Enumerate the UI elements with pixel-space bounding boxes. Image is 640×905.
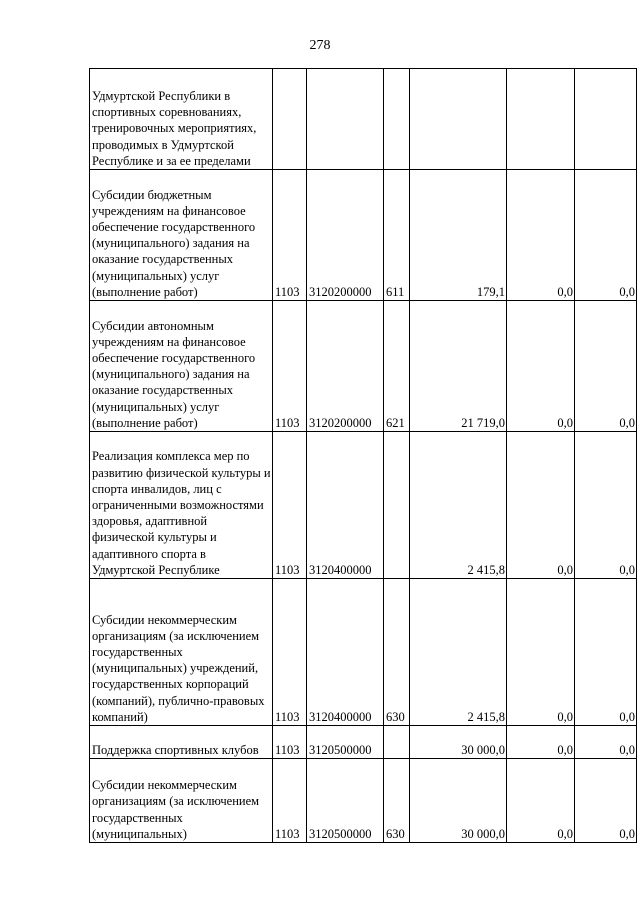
amount-year-1: 2 415,8	[410, 432, 507, 579]
target-article-code: 3120200000	[307, 170, 384, 301]
amount-year-1: 30 000,0	[410, 726, 507, 759]
table-row	[90, 432, 637, 579]
amount-year-2: 0,0	[507, 579, 575, 726]
amount-year-1: 179,1	[410, 170, 507, 301]
amount-year-2: 0,0	[507, 170, 575, 301]
section-code: 1103	[273, 301, 307, 432]
amount-year-3: 0,0	[575, 759, 637, 843]
section-code: 1103	[273, 759, 307, 843]
table-row	[90, 301, 637, 432]
amount-year-2: 0,0	[507, 759, 575, 843]
section-code: 1103	[273, 432, 307, 579]
section-code	[273, 69, 307, 170]
table-row	[90, 69, 637, 170]
expense-type-code: 630	[384, 759, 410, 843]
budget-table	[89, 68, 637, 843]
amount-year-1: 30 000,0	[410, 759, 507, 843]
target-article-code: 3120500000	[307, 726, 384, 759]
expense-type-code	[384, 726, 410, 759]
amount-year-1	[410, 69, 507, 170]
expense-type-code	[384, 69, 410, 170]
expense-type-code: 611	[384, 170, 410, 301]
amount-year-2: 0,0	[507, 726, 575, 759]
section-code: 1103	[273, 579, 307, 726]
expense-type-code	[384, 432, 410, 579]
amount-year-3: 0,0	[575, 301, 637, 432]
target-article-code: 3120200000	[307, 301, 384, 432]
target-article-code: 3120400000	[307, 579, 384, 726]
amount-year-3: 0,0	[575, 726, 637, 759]
row-name: Реализация комплекса мер по развитию физической культуры и спорта инвалидов, лиц с ограниченными возможностями здоровья, адаптивной физической культуры и адаптивного спорта в Удмуртской Республике	[90, 432, 273, 579]
section-code: 1103	[273, 170, 307, 301]
row-name: Поддержка спортивных клубов	[90, 726, 273, 759]
table-row	[90, 726, 637, 759]
row-name: Субсидии некоммерческим организациям (за исключением государственных (муниципальных)	[90, 759, 273, 843]
target-article-code: 3120500000	[307, 759, 384, 843]
target-article-code: 3120400000	[307, 432, 384, 579]
amount-year-2	[507, 69, 575, 170]
amount-year-3: 0,0	[575, 170, 637, 301]
amount-year-3: 0,0	[575, 579, 637, 726]
page-number: 278	[309, 38, 331, 53]
row-name: Субсидии некоммерческим организациям (за исключением государственных (муниципальных) учреждений, государственных корпораций (компаний), публично-правовых компаний)	[90, 579, 273, 726]
row-name: Субсидии бюджетным учреждениям на финансовое обеспечение государственного (муниципального) задания на оказание государственных (муниципальных) услуг (выполнение работ)	[90, 170, 273, 301]
amount-year-2: 0,0	[507, 432, 575, 579]
table-row	[90, 170, 637, 301]
table-row	[90, 579, 637, 726]
row-name: Субсидии автономным учреждениям на финансовое обеспечение государственного (муниципального) задания на оказание государственных (муниципальных) услуг (выполнение работ)	[90, 301, 273, 432]
expense-type-code: 621	[384, 301, 410, 432]
amount-year-1: 21 719,0	[410, 301, 507, 432]
amount-year-3: 0,0	[575, 432, 637, 579]
amount-year-3	[575, 69, 637, 170]
row-name: Удмуртской Республики в спортивных соревнованиях, тренировочных мероприятиях, проводимых в Удмуртской Республике и за ее пределами	[90, 69, 273, 170]
expense-type-code: 630	[384, 579, 410, 726]
amount-year-1: 2 415,8	[410, 579, 507, 726]
section-code: 1103	[273, 726, 307, 759]
target-article-code	[307, 69, 384, 170]
amount-year-2: 0,0	[507, 301, 575, 432]
table-row	[90, 759, 637, 843]
